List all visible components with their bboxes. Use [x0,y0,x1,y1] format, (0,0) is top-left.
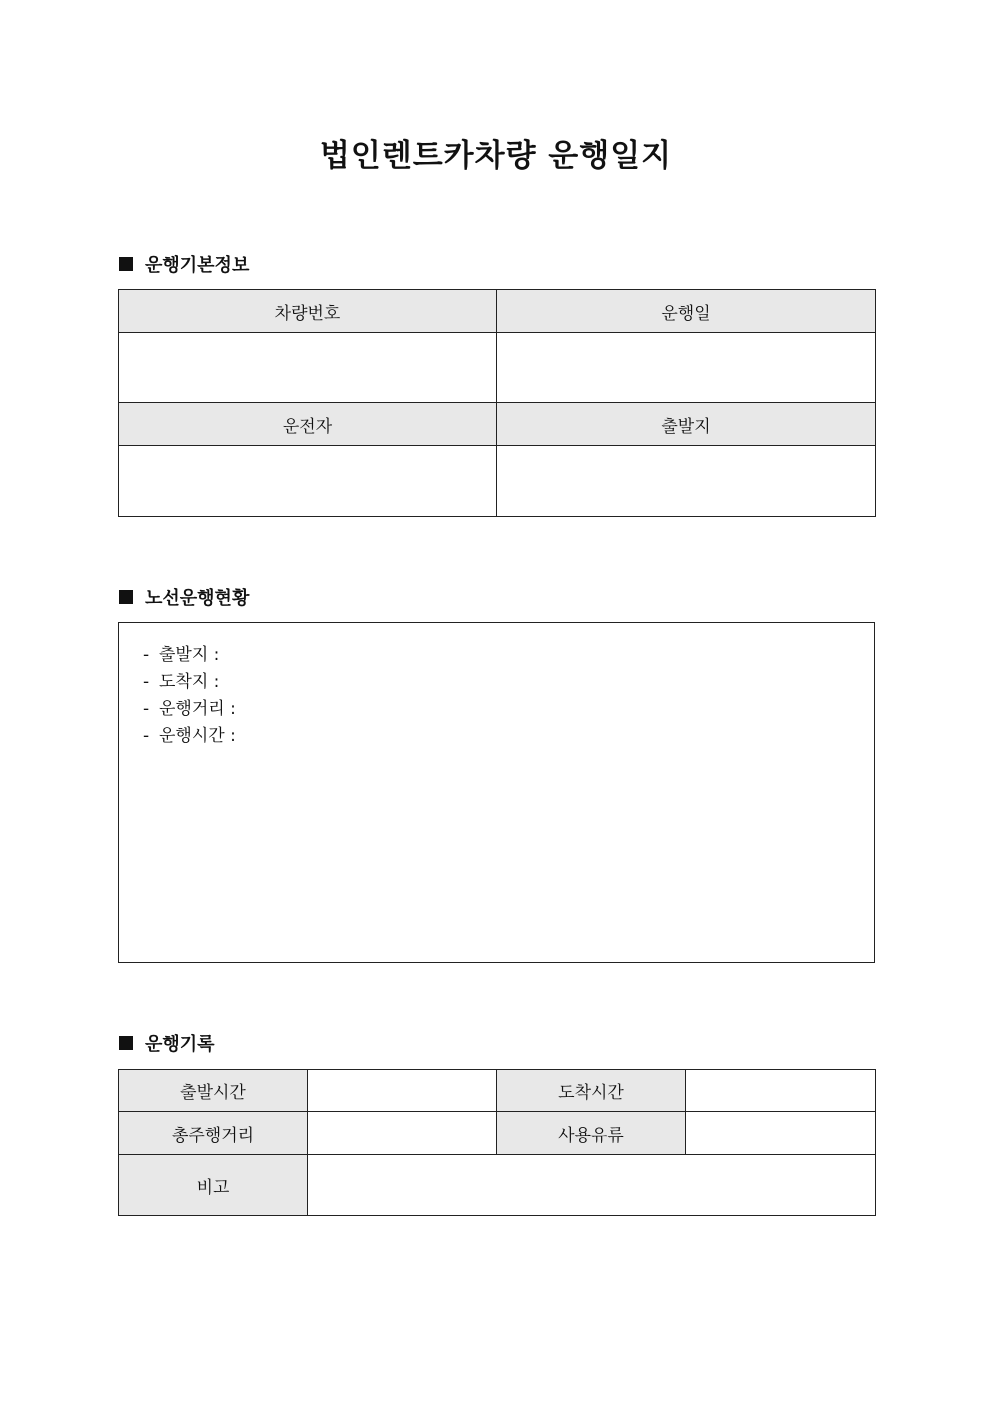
section-heading-basic-info [119,251,249,277]
section-heading-route-status [119,584,249,610]
dash-bullet: - [143,645,150,665]
route-item-distance [143,697,874,724]
departure-time-field[interactable] [308,1070,497,1112]
departure-header: 출발지 [497,403,876,446]
remarks-field[interactable] [308,1155,876,1216]
total-distance-header: 총주행거리 [119,1112,308,1155]
section-heading-basic-info-label: 운행기본정보 [145,255,250,276]
departure-time-header: 출발시간 [119,1070,308,1112]
square-bullet-icon [119,590,133,604]
route-item-label: 운행시간 : [159,726,236,746]
route-status-list [119,623,874,751]
route-item-label: 운행거리 : [159,699,236,719]
document-title: 법인렌트카차량 운행일지 [319,138,673,174]
dash-bullet: - [143,699,150,719]
driver-field[interactable] [119,446,497,517]
section-heading-drive-record [119,1030,215,1056]
fuel-used-header: 사용유류 [497,1112,686,1155]
total-distance-field[interactable] [308,1112,497,1155]
drive-record-table [118,1069,876,1216]
square-bullet-icon [119,257,133,271]
driver-header: 운전자 [119,403,497,446]
fuel-used-field[interactable] [686,1112,876,1155]
section-heading-drive-record-label: 운행기록 [145,1034,215,1055]
route-item-label: 도착지 : [159,672,220,692]
drive-date-header: 운행일 [497,290,876,333]
departure-field[interactable] [497,446,876,517]
dash-bullet: - [143,726,150,746]
drive-date-field[interactable] [497,333,876,403]
section-heading-route-status-label: 노선운행현황 [145,588,250,609]
square-bullet-icon [119,1036,133,1050]
arrival-time-header: 도착시간 [497,1070,686,1112]
basic-info-table [118,289,876,517]
route-item-label: 출발지 : [159,645,220,665]
dash-bullet: - [143,672,150,692]
arrival-time-field[interactable] [686,1070,876,1112]
route-item-arrival [143,670,874,697]
remarks-header: 비고 [119,1155,308,1216]
vehicle-number-field[interactable] [119,333,497,403]
vehicle-number-header: 차량번호 [119,290,497,333]
route-item-duration [143,724,874,751]
route-status-box[interactable] [118,622,875,963]
route-item-departure [143,643,874,670]
